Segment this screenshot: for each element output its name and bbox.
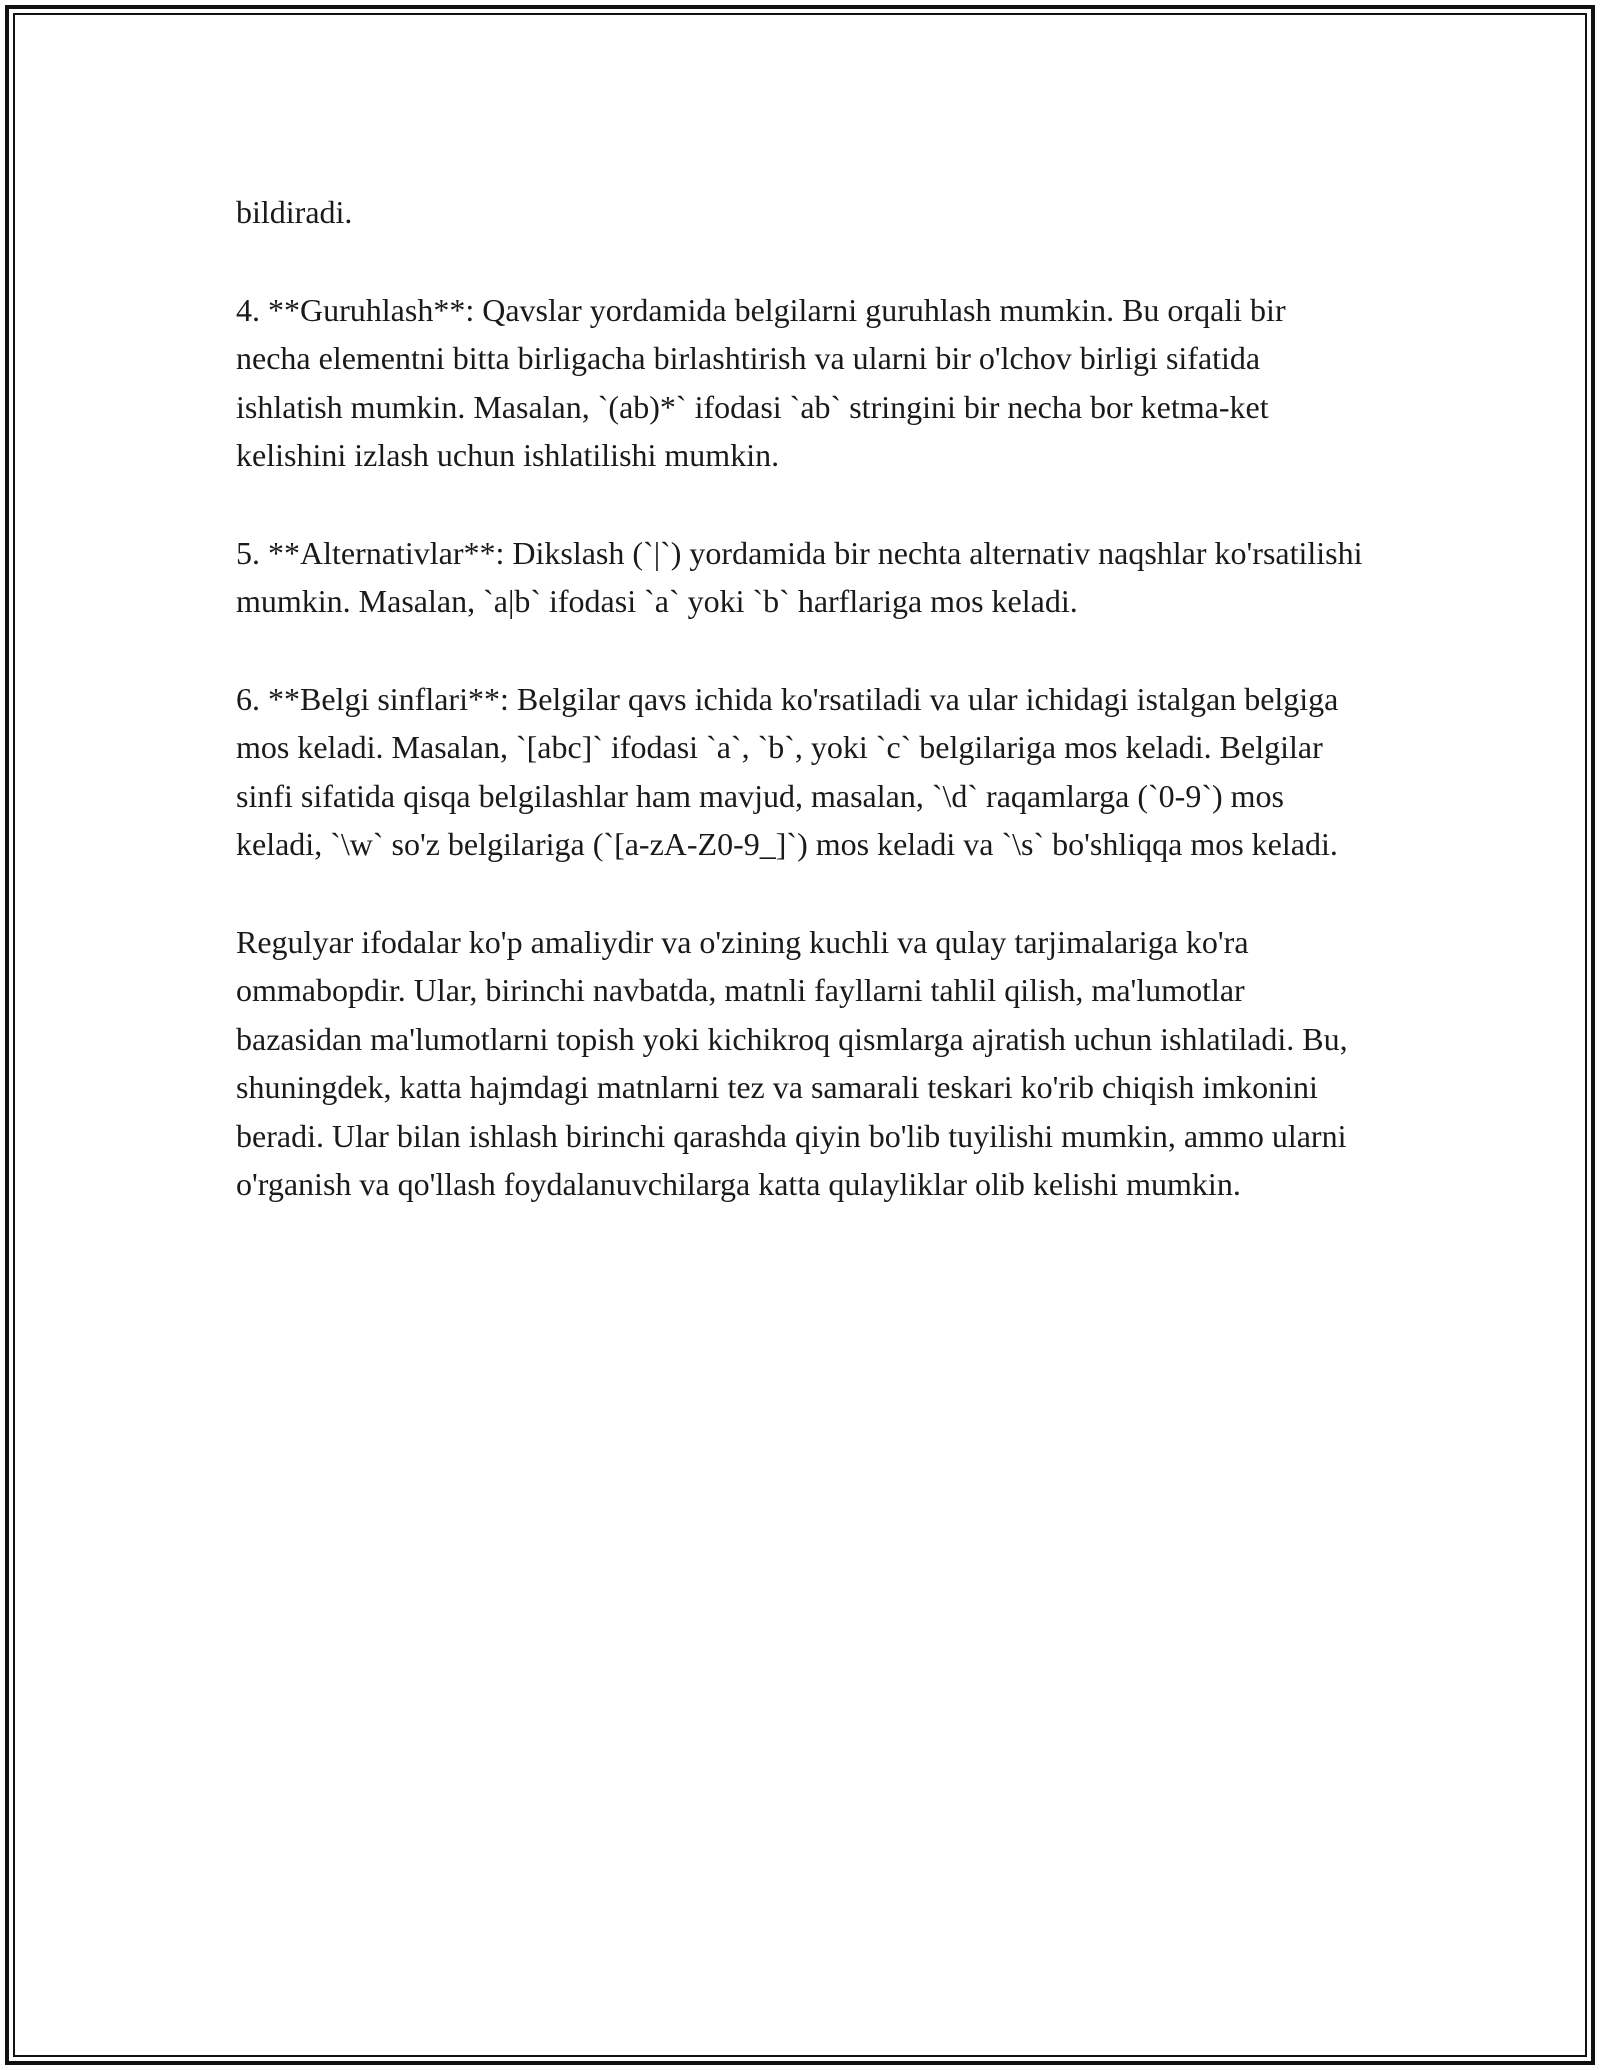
- paragraph-summary: Regulyar ifodalar ko'p amaliydir va o'zining kuchli va qulay tarjimalariga ko'ra ommabopdir. Ular, birinchi navbatda, matnli fayllarni tahlil qilish, ma'lumotlar bazasidan ma'lumotlarni topish yoki kichikroq qismlarga ajratish uchun ishlatiladi. Bu, shuningdek, katta hajmdagi matnlarni tez va samarali teskari ko'rib chiqish imkonini beradi. Ular bilan ishlash birinchi qarashda qiyin bo'lib tuyilishi mumkin, ammo ularni o'rganish va qo'llash foydalanuvchilarga katta qulayliklar olib kelishi mumkin.: [236, 923, 1348, 1202]
- paragraph-grouping: 4. **Guruhlash**: Qavslar yordamida belgilarni guruhlash mumkin. Bu orqali bir necha elementni bitta birligacha birlashtirish va ularni bir o'lchov birligi sifatida ishlatish mumkin. Masalan, `(ab)*` ifodasi `ab` stringini bir necha bor ketma-ket kelishini izlash uchun ishlatilishi mumkin.: [236, 291, 1286, 473]
- paragraph-character-classes: 6. **Belgi sinflari**: Belgilar qavs ichida ko'rsatiladi va ular ichidagi istalgan belgiga mos keladi. Masalan, `[abc]` ifodasi `a`, `b`, yoki `c` belgilariga mos keladi. Belgilar sinfi sifatida qisqa belgilashlar ham mavjud, masalan, `\d` raqamlarga (`0-9`) mos keladi, `\w` so'z belgilariga (`[a-zA-Z0-9_]`) mos keladi va `\s` bo'shliqqa mos keladi.: [236, 680, 1339, 862]
- document-body: [236, 188, 1366, 1258]
- paragraph-alternatives: 5. **Alternativlar**: Dikslash (`|`) yordamida bir nechta alternativ naqshlar ko'rsatilishi mumkin. Masalan, `a|b` ifodasi `a` yoki `b` harflariga mos keladi.: [236, 534, 1363, 619]
- paragraph-continuation: bildiradi.: [236, 194, 353, 230]
